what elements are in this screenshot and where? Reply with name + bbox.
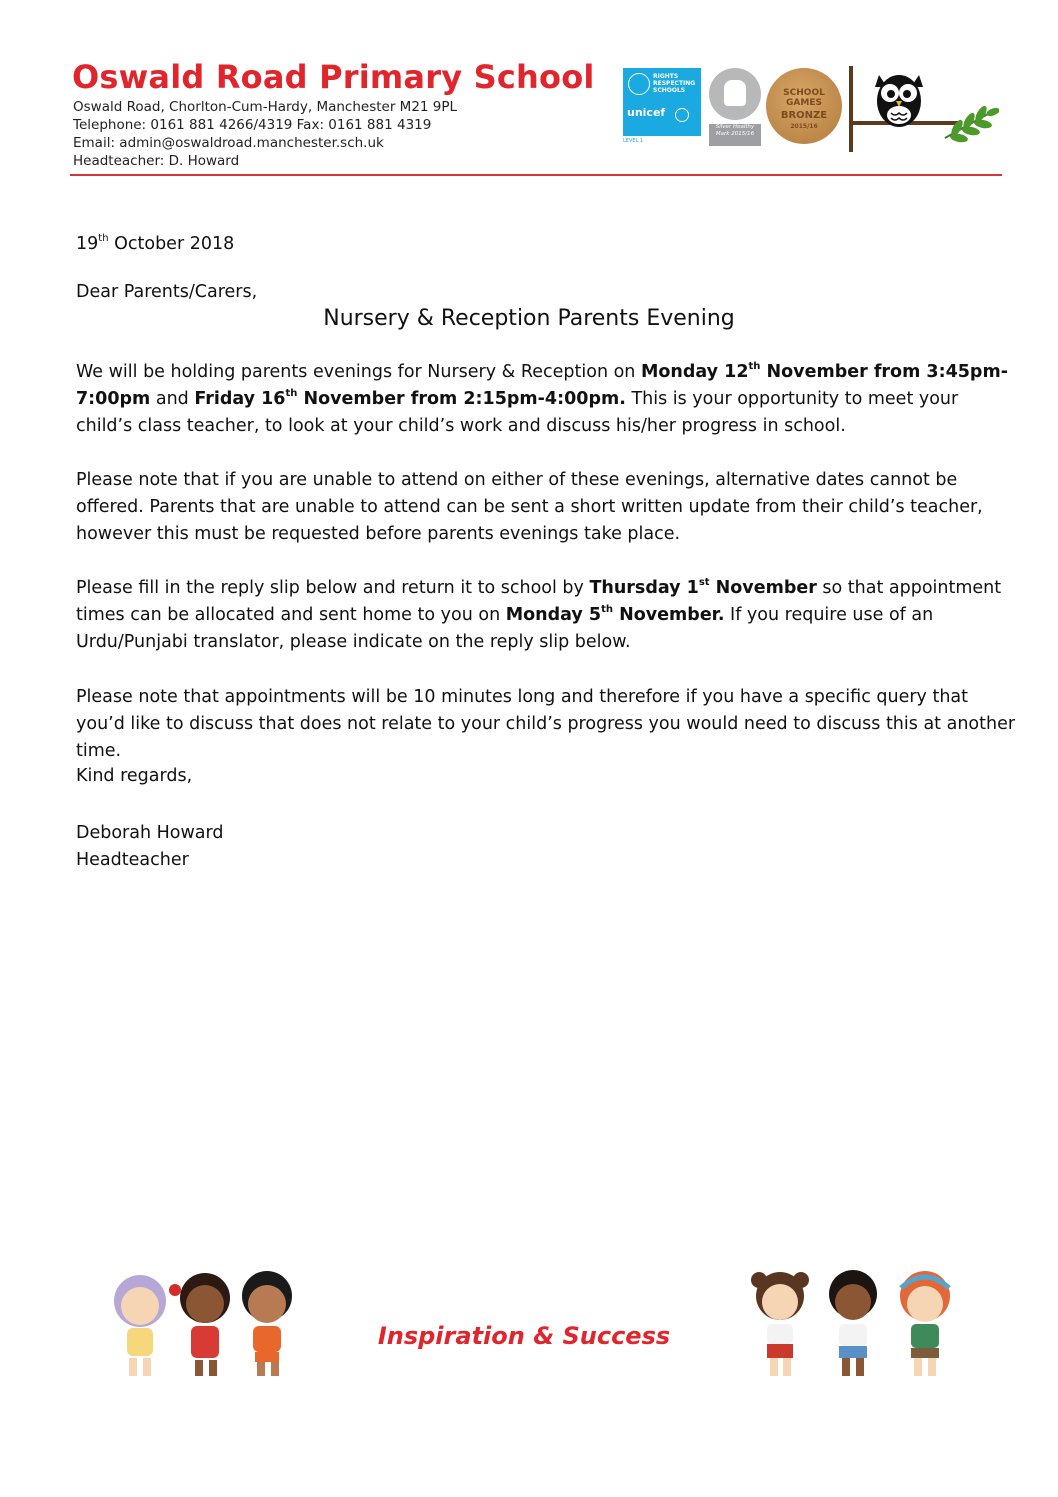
paragraph-no-alternatives: Please note that if you are unable to attend on either of these evenings, alternative dates cannot be offered. Parents that are unable to attend can be sent a short written update from their child’s teacher, however this must be requested before parents evenings take place. <box>76 470 983 544</box>
date-day: 19 <box>76 234 99 254</box>
p3-november: November <box>709 578 817 598</box>
p3-thursday-sup: st <box>698 577 710 588</box>
p3-thursday: Thursday 1 <box>589 578 699 598</box>
healthy-schools-plate: Silver Healthy Mark 2015/16 <box>709 124 761 146</box>
letterhead <box>72 58 1007 180</box>
bronze-text: BRONZE <box>780 110 828 121</box>
leaf-sprig-icon <box>943 102 999 146</box>
date-suffix: th <box>98 233 109 244</box>
p1-friday-sup: th <box>285 388 298 399</box>
branch-post <box>849 66 853 152</box>
paragraph-appointment-length: Please note that appointments will be 10 minutes long and therefore if you have a specific query that you’d like to discuss that does not relate to your child’s progress you would need to discuss this at another time. <box>76 687 1016 761</box>
figures-icon <box>724 80 746 106</box>
letterhead-divider <box>70 174 1002 176</box>
signer-role: Headteacher <box>76 850 189 870</box>
school-headteacher: Headteacher: D. Howard <box>73 153 240 169</box>
accreditation-badges <box>623 68 1003 158</box>
unicef-rrs-text: RIGHTS RESPECTING SCHOOLS <box>653 73 696 94</box>
p1-monday: Monday 12 <box>640 362 749 382</box>
school-address: Oswald Road, Chorlton-Cum-Hardy, Manchester M21 9PL <box>73 99 458 115</box>
greeting: Dear Parents/Carers, <box>76 282 258 302</box>
p1-friday-time: November from 2:15pm-4:00pm. <box>297 389 626 409</box>
p3-text-c: so that appointment times can be allocated and sent home to you on <box>76 578 1002 625</box>
p1-and: and <box>150 389 195 409</box>
date-month-year: October 2018 <box>108 234 235 254</box>
school-name: Oswald Road Primary School <box>72 58 595 96</box>
p1-text-e: This is your opportunity to meet your child’s class teacher, to look at your child’s work and discuss his/her progress in school. <box>76 389 959 436</box>
unicef-level-text: LEVEL 1 <box>623 138 644 144</box>
p3-monday-november: November. <box>613 605 725 625</box>
p3-monday: Monday 5 <box>505 605 602 625</box>
unicef-emblem-icon <box>675 108 689 122</box>
p1-friday: Friday 16 <box>194 389 286 409</box>
unicef-rights-respecting-badge <box>623 68 701 136</box>
owl-logo-icon <box>869 65 929 129</box>
unicef-logo-text: unicef <box>627 106 666 119</box>
letter-title: Nursery & Reception Parents Evening <box>323 306 735 331</box>
school-telephone: Telephone: 0161 881 4266/4319 Fax: 0161 881 4319 <box>73 117 432 133</box>
p3-text-e: If you require use of an Urdu/Punjabi translator, please indicate on the reply slip below. <box>76 605 934 652</box>
p1-text-a: We will be holding parents evenings for Nursery & Reception on <box>76 362 641 382</box>
school-games-bronze-badge <box>766 68 842 144</box>
school-motto: Inspiration & Success <box>377 1322 671 1350</box>
contact-block <box>73 98 457 170</box>
p1-date-friday <box>194 389 626 409</box>
signer-name: Deborah Howard <box>76 823 224 843</box>
p3-send-home-date <box>506 605 725 625</box>
school-email: Email: admin@oswaldroad.manchester.sch.uk <box>73 135 384 151</box>
signature-block <box>76 820 224 874</box>
healthy-schools-badge <box>709 68 761 120</box>
letter-date <box>76 234 234 254</box>
p1-monday-sup: th <box>748 361 761 372</box>
p1-monday-time: November from 3:45pm-7:00pm <box>76 362 1008 409</box>
paragraph-dates <box>76 359 1016 440</box>
p3-monday-sup: th <box>601 604 614 615</box>
paragraph-reply-slip <box>76 575 1016 656</box>
children-illustration-right <box>745 1266 965 1386</box>
school-games-text: SCHOOL GAMES <box>783 88 825 108</box>
p3-text-a: Please fill in the reply slip below and return it to school by <box>76 578 590 598</box>
globe-icon <box>628 73 650 95</box>
bronze-year-text: 2015/16 <box>790 123 818 130</box>
p3-deadline <box>589 578 816 598</box>
closing: Kind regards, <box>76 766 193 786</box>
